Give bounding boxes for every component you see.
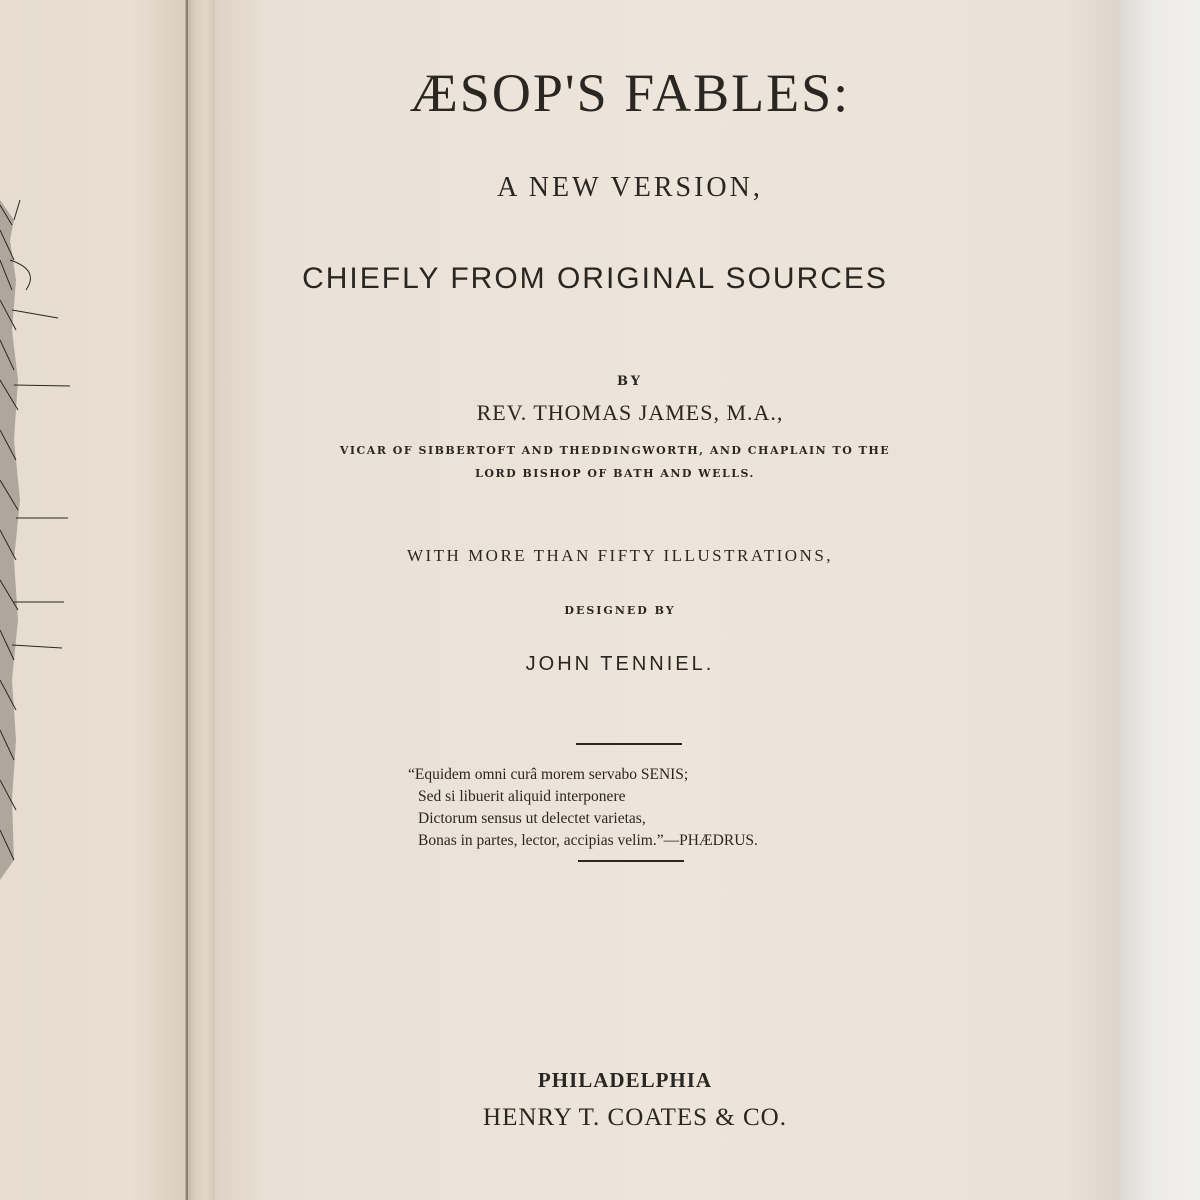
illustrations-note: WITH MORE THAN FIFTY ILLUSTRATIONS, [406, 546, 834, 565]
book-subtitle: A NEW VERSION, [497, 172, 763, 203]
epigraph-line: Bonas in partes, lector, accipias velim.”—PHÆDRUS. [418, 832, 758, 849]
designed-by-label: DESIGNED BY [564, 604, 676, 617]
illustrator-name: JOHN TENNIEL. [525, 653, 715, 675]
epigraph-line: Dictorum sensus ut delectet varietas, [418, 810, 646, 827]
author-name: REV. THOMAS JAMES, M.A., [476, 400, 784, 425]
by-line: BY [616, 374, 644, 389]
epigraph [408, 764, 758, 852]
background-surface [1120, 0, 1200, 1200]
author-credentials-line1: VICAR OF SIBBERTOFT AND THEDDINGWORTH, AND CHAPLAIN TO THE [339, 444, 891, 457]
book-title: ÆSOP'S FABLES: [409, 63, 851, 123]
frontispiece-engraving [0, 200, 75, 880]
imprint-city: PHILADELPHIA [537, 1068, 713, 1092]
divider-rule-top [576, 743, 682, 745]
page-gutter [185, 0, 215, 1200]
binding-edge [186, 0, 188, 1200]
imprint-publisher: HENRY T. COATES & CO. [483, 1104, 787, 1131]
divider-rule-bottom [578, 860, 684, 862]
author-credentials-line2: LORD BISHOP OF BATH AND WELLS. [475, 467, 755, 480]
epigraph-line: Sed si libuerit aliquid interponere [418, 788, 626, 805]
book-subtitle-line2: CHIEFLY FROM ORIGINAL SOURCES [302, 262, 888, 295]
epigraph-line: “Equidem omni curâ morem servabo SENIS; [408, 766, 689, 783]
left-page [0, 0, 185, 1200]
